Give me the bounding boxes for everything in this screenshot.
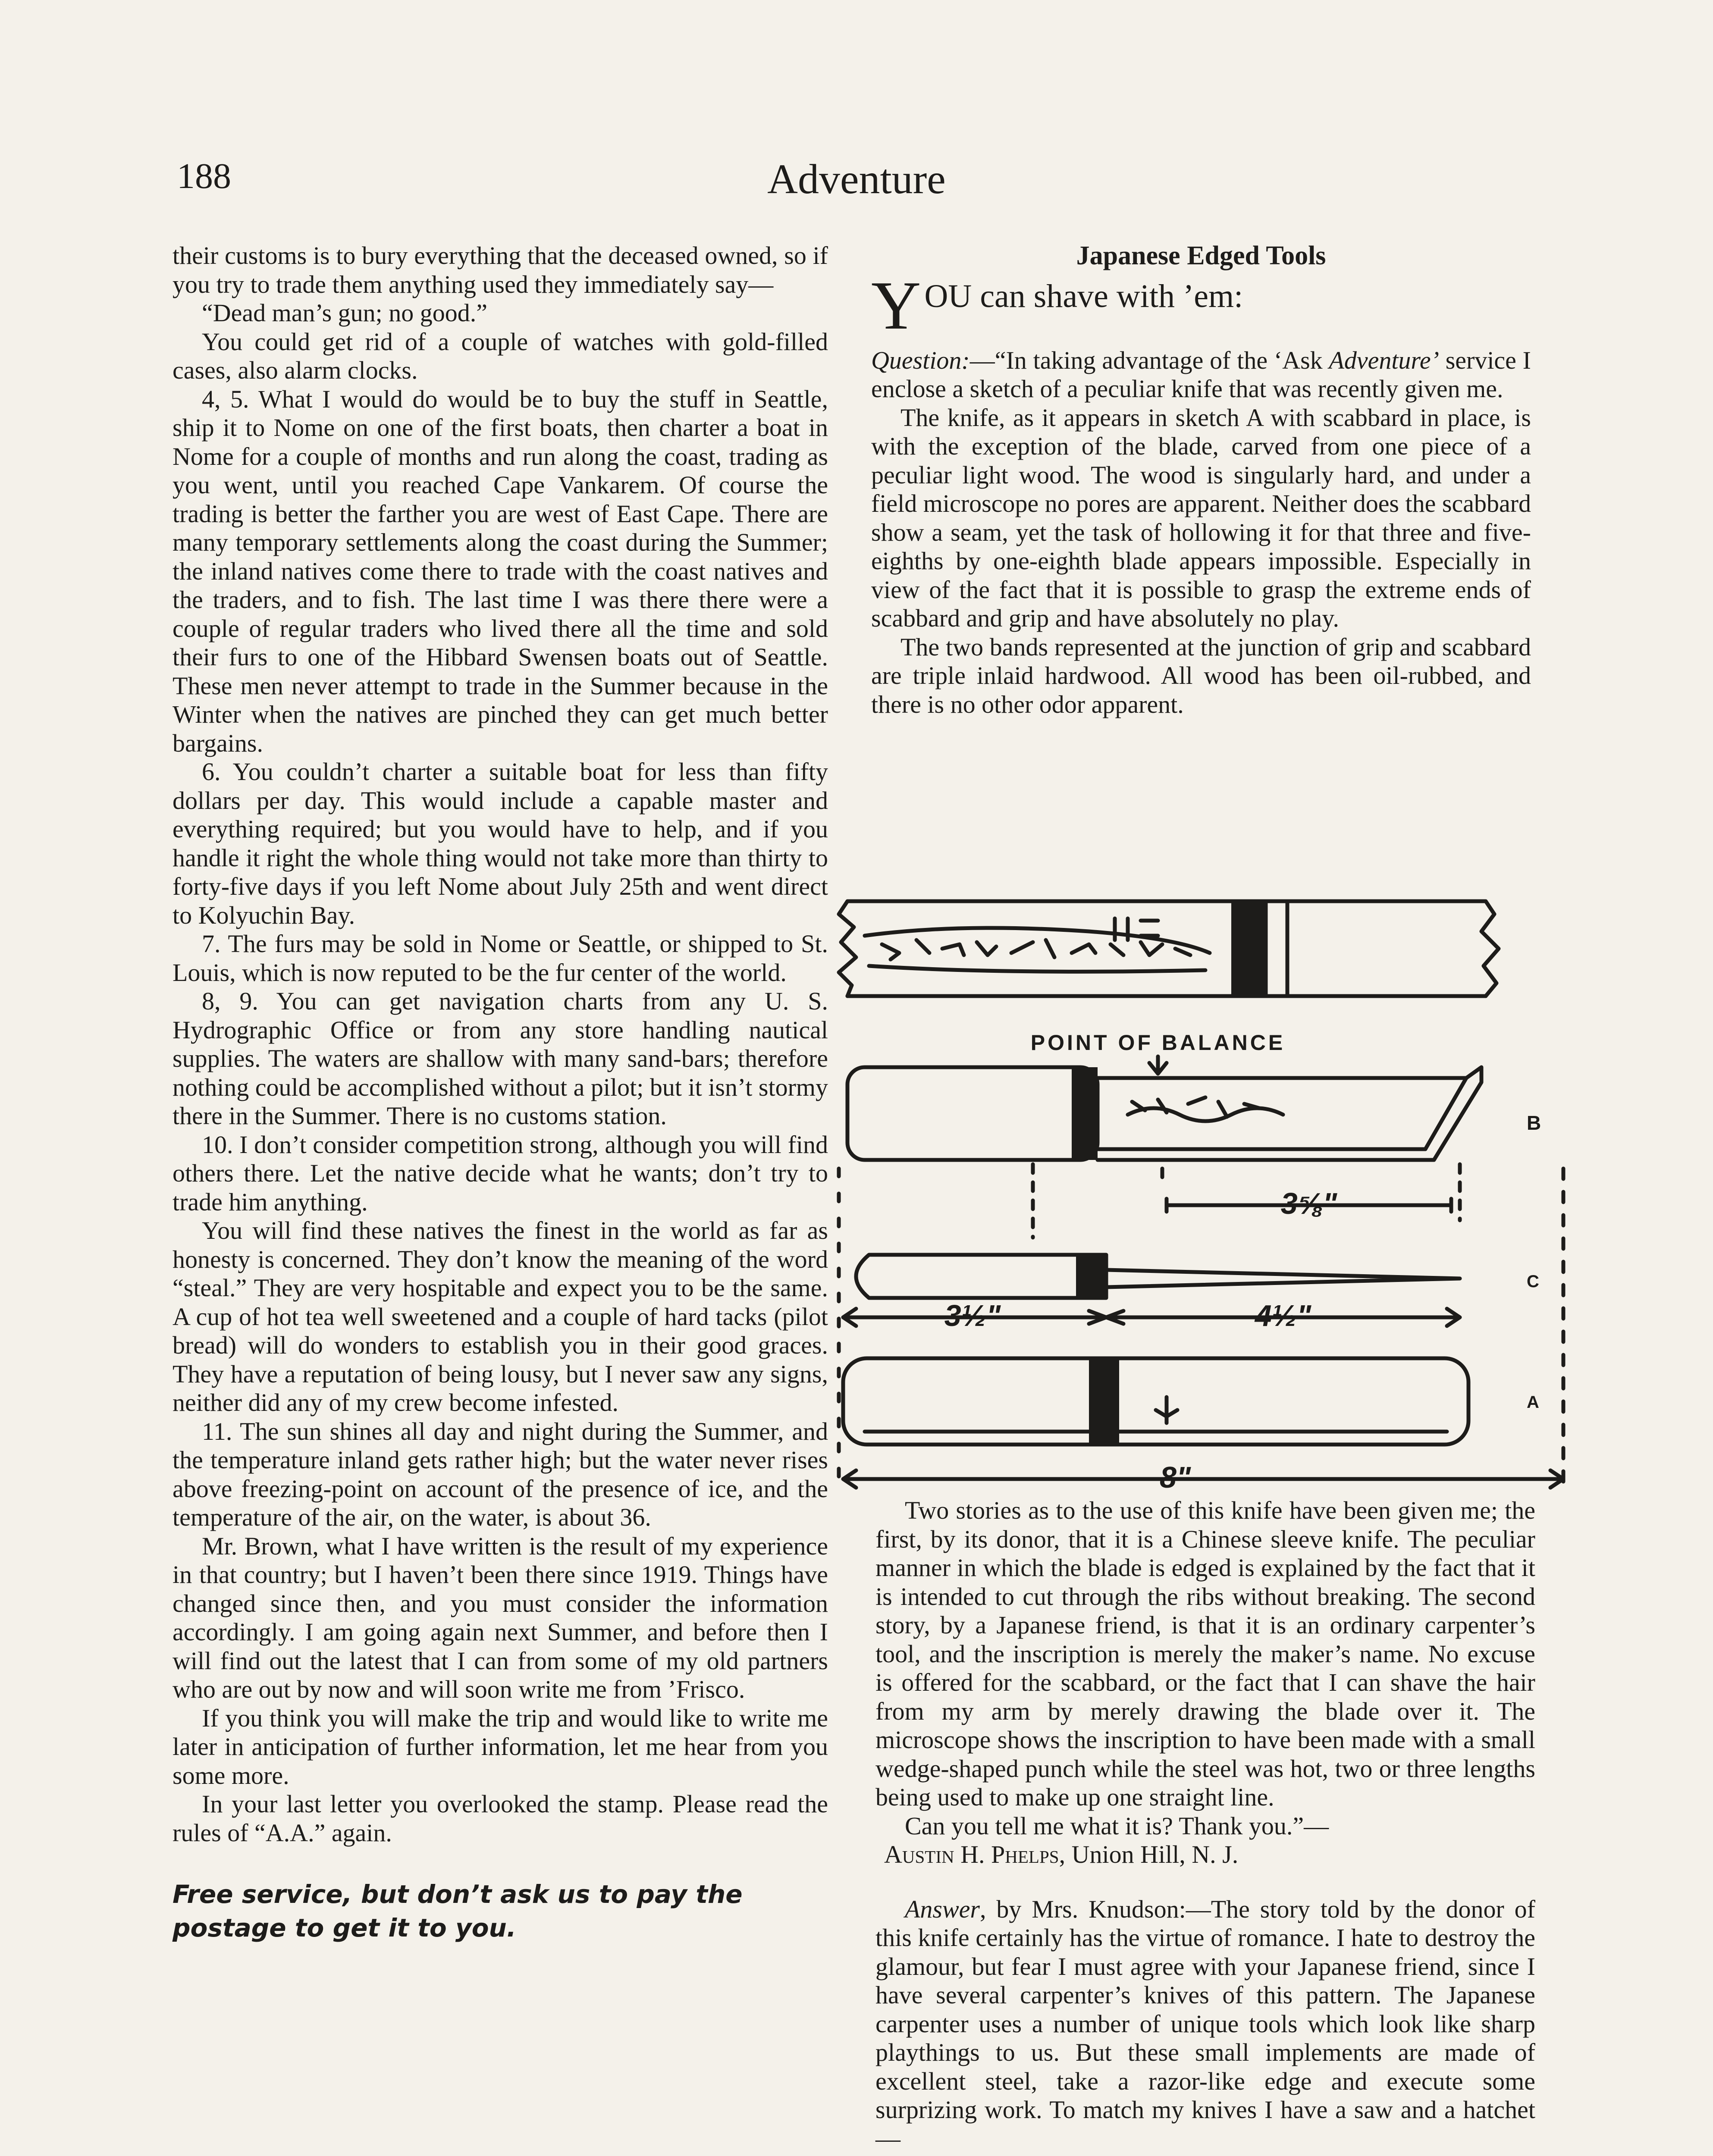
running-title: Adventure <box>767 156 946 203</box>
paragraph: “Dead man’s gun; no good.” <box>202 299 488 327</box>
balance-label: POINT OF BALANCE <box>1030 1031 1286 1055</box>
sketch-label-a: A <box>1527 1393 1539 1412</box>
paragraph: You could get rid of a couple of watches with gold-filled cases, also alarm clocks. <box>173 327 828 384</box>
paragraph: 7. The furs may be sold in Nome or Seattle, or shipped to St. Louis, which is now reputed to be the fur center of the world. <box>173 930 828 987</box>
dimension-tang: 4½" <box>1255 1299 1311 1332</box>
sketch-label-b: B <box>1527 1112 1541 1134</box>
signature-name: Austin H. Phelps <box>884 1840 1059 1868</box>
question-text: service I enclose a sketch of a peculiar knife that was recently given me. <box>871 346 1531 403</box>
paragraph: Mr. Brown, what I have written is the result of my experience in that country; but I haven’t been there since 1919. Things have changed since then, and you must consider the information accordingly. I am going again next Summer, and before then I will find out the latest that I can from some of my old partners who are out by now and will soon write me from ’Frisco. <box>173 1532 828 1703</box>
question-magazine: Adventure’ <box>1329 346 1439 374</box>
paragraph: You will find these natives the finest in the world as far as honesty is concerned. They don’t know the meaning of the word “steal.” They are very hospitable and expect you to be the same. A cup of hot tea well sweetened and a couple of hard tacks (pilot bread) will do wonders to establish you in their good graces. They have a reputation of being lousy, but I never saw any signs, neither did any of my crew become infested. <box>173 1216 828 1416</box>
dimension-total: 8" <box>1159 1460 1191 1494</box>
dimension-grip: 3½" <box>944 1299 1001 1332</box>
knife-diagram <box>830 867 1572 1501</box>
dimension-blade: 3⅝" <box>1280 1187 1337 1220</box>
question-label: Question: <box>871 346 970 374</box>
service-notice-line: postage to get it to you. <box>173 1913 516 1943</box>
knife-sketch-broken <box>839 901 1499 996</box>
paragraph: In your last letter you overlooked the stamp. Please read the rules of “A.A.” again. <box>173 1790 828 1847</box>
paragraph: 11. The sun shines all day and night during the Summer, and the temperature inland gets rather high; but the water never rises above freezing-point on account of the presence of ice, and the temperature of the air, on the water, is about 36. <box>173 1417 828 1531</box>
drop-cap: Y <box>871 266 921 344</box>
left-column <box>173 241 828 1945</box>
section-title: Japanese Edged Tools <box>1076 241 1326 270</box>
signature-place: , Union Hill, N. J. <box>1059 1840 1239 1868</box>
right-column-top <box>871 241 1531 719</box>
answer-text: , by Mrs. Knudson:—The story told by the donor of this knife certainly has the virtue of romance. I hate to destroy the glamour, but fear I must agree with your Japanese friend, since I have several carpenter’s knives of this pattern. The Japanese carpenter uses a number of unique tools which look like sharp playthings to us. But these small implements are made of excellent steel, take a razor-like edge and execute some surprizing work. To match my knives I have a saw and a hatchet— <box>875 1895 1535 2153</box>
answer-paragraph <box>875 1895 1535 2153</box>
question-paragraph <box>871 346 1531 404</box>
answer-label: Answer <box>905 1895 980 1923</box>
right-column-bottom <box>875 1496 1535 2153</box>
knife-sketch-c <box>843 1255 1460 1326</box>
signature <box>875 1840 1535 1869</box>
service-notice-line: Free service, but don’t ask us to pay the <box>173 1880 743 1909</box>
paragraph: 10. I don’t consider competition strong, although you will find others there. Let the native decide what he wants; don’t try to trade him anything. <box>173 1130 828 1216</box>
paragraph: The knife, as it appears in sketch A with scabbard in place, is with the exception of the blade, carved from one piece of a peculiar light wood. The wood is singularly hard, and under a field microscope no pores are apparent. Neither does the scabbard show a seam, yet the task of hollowing it for that three and five-eighths by one-eighth blade appears impossible. Especially in view of the fact that it is possible to grasp the extreme ends of scabbard and grip and have absolutely no play. <box>871 403 1531 632</box>
opening-line <box>871 266 1531 344</box>
service-notice <box>173 1877 828 1945</box>
question-text: —“In taking advantage of the ‘Ask <box>969 346 1329 374</box>
paragraph: their customs is to bury everything that the deceased owned, so if you try to trade them anything used they immediately say— <box>173 241 828 298</box>
paragraph: The two bands represented at the junction of grip and scabbard are triple inlaid hardwood. All wood has been oil-rubbed, and there is no other odor apparent. <box>871 633 1531 718</box>
page-number: 188 <box>177 156 231 196</box>
paragraph: 6. You couldn’t charter a suitable boat for less than fifty dollars per day. This would include a capable master and everything required; but you would have to help, and if you handle it right the whole thing would not take more than thirty to forty-five days if you left Nome about July 25th and went direct to Kolyuchin Bay. <box>173 758 828 929</box>
paragraph: 8, 9. You can get navigation charts from any U. S. Hydrographic Office or from any store handling nautical supplies. The waters are shallow with many sand-bars; therefore nothing could be accomplished without a pilot; but it isn’t stormy there in the Summer. There is no customs station. <box>173 987 828 1130</box>
sketch-label-c: C <box>1527 1272 1539 1291</box>
paragraph: Can you tell me what it is? Thank you.”— <box>905 1811 1329 1840</box>
paragraph: If you think you will make the trip and would like to write me later in anticipation of further information, let me hear from you some more. <box>173 1704 828 1789</box>
knife-sketch-a <box>843 1358 1563 1488</box>
paragraph: Two stories as to the use of this knife have been given me; the first, by its donor, that it is a Chinese sleeve knife. The peculiar manner in which the blade is edged is explained by the fact that it is intended to cut through the ribs without breaking. The second story, by a Japanese friend, is that it is an ordinary carpenter’s tool, and the inscription is merely the maker’s name. No excuse is offered for the scabbard, or the fact that I can shave the hair from my arm by merely drawing the blade over it. The microscope shows the inscription to have been made with a small wedge-shaped punch while the steel was hot, two or three lengths being used to make up one straight line. <box>875 1496 1535 1811</box>
paragraph: 4, 5. What I would do would be to buy the stuff in Seattle, ship it to Nome on one of the first boats, then charter a boat in Nome for a couple of months and run along the coast, trading as you went, until you reached Cape Vankarem. Of course the trading is better the farther you are west of East Cape. There are many temporary settlements along the coast during the Summer; the inland natives come there to trade with the coast natives and the traders, and to fish. The last time I was there there were a couple of regular traders who lived there all the time and sold their furs to one of the Hibbard Swensen boats out of Seattle. These men never attempt to trade in the Summer because in the Winter when the natives are pinched they can get much better bargains. <box>173 385 828 757</box>
opening-text: OU can shave with ’em: <box>924 278 1243 314</box>
